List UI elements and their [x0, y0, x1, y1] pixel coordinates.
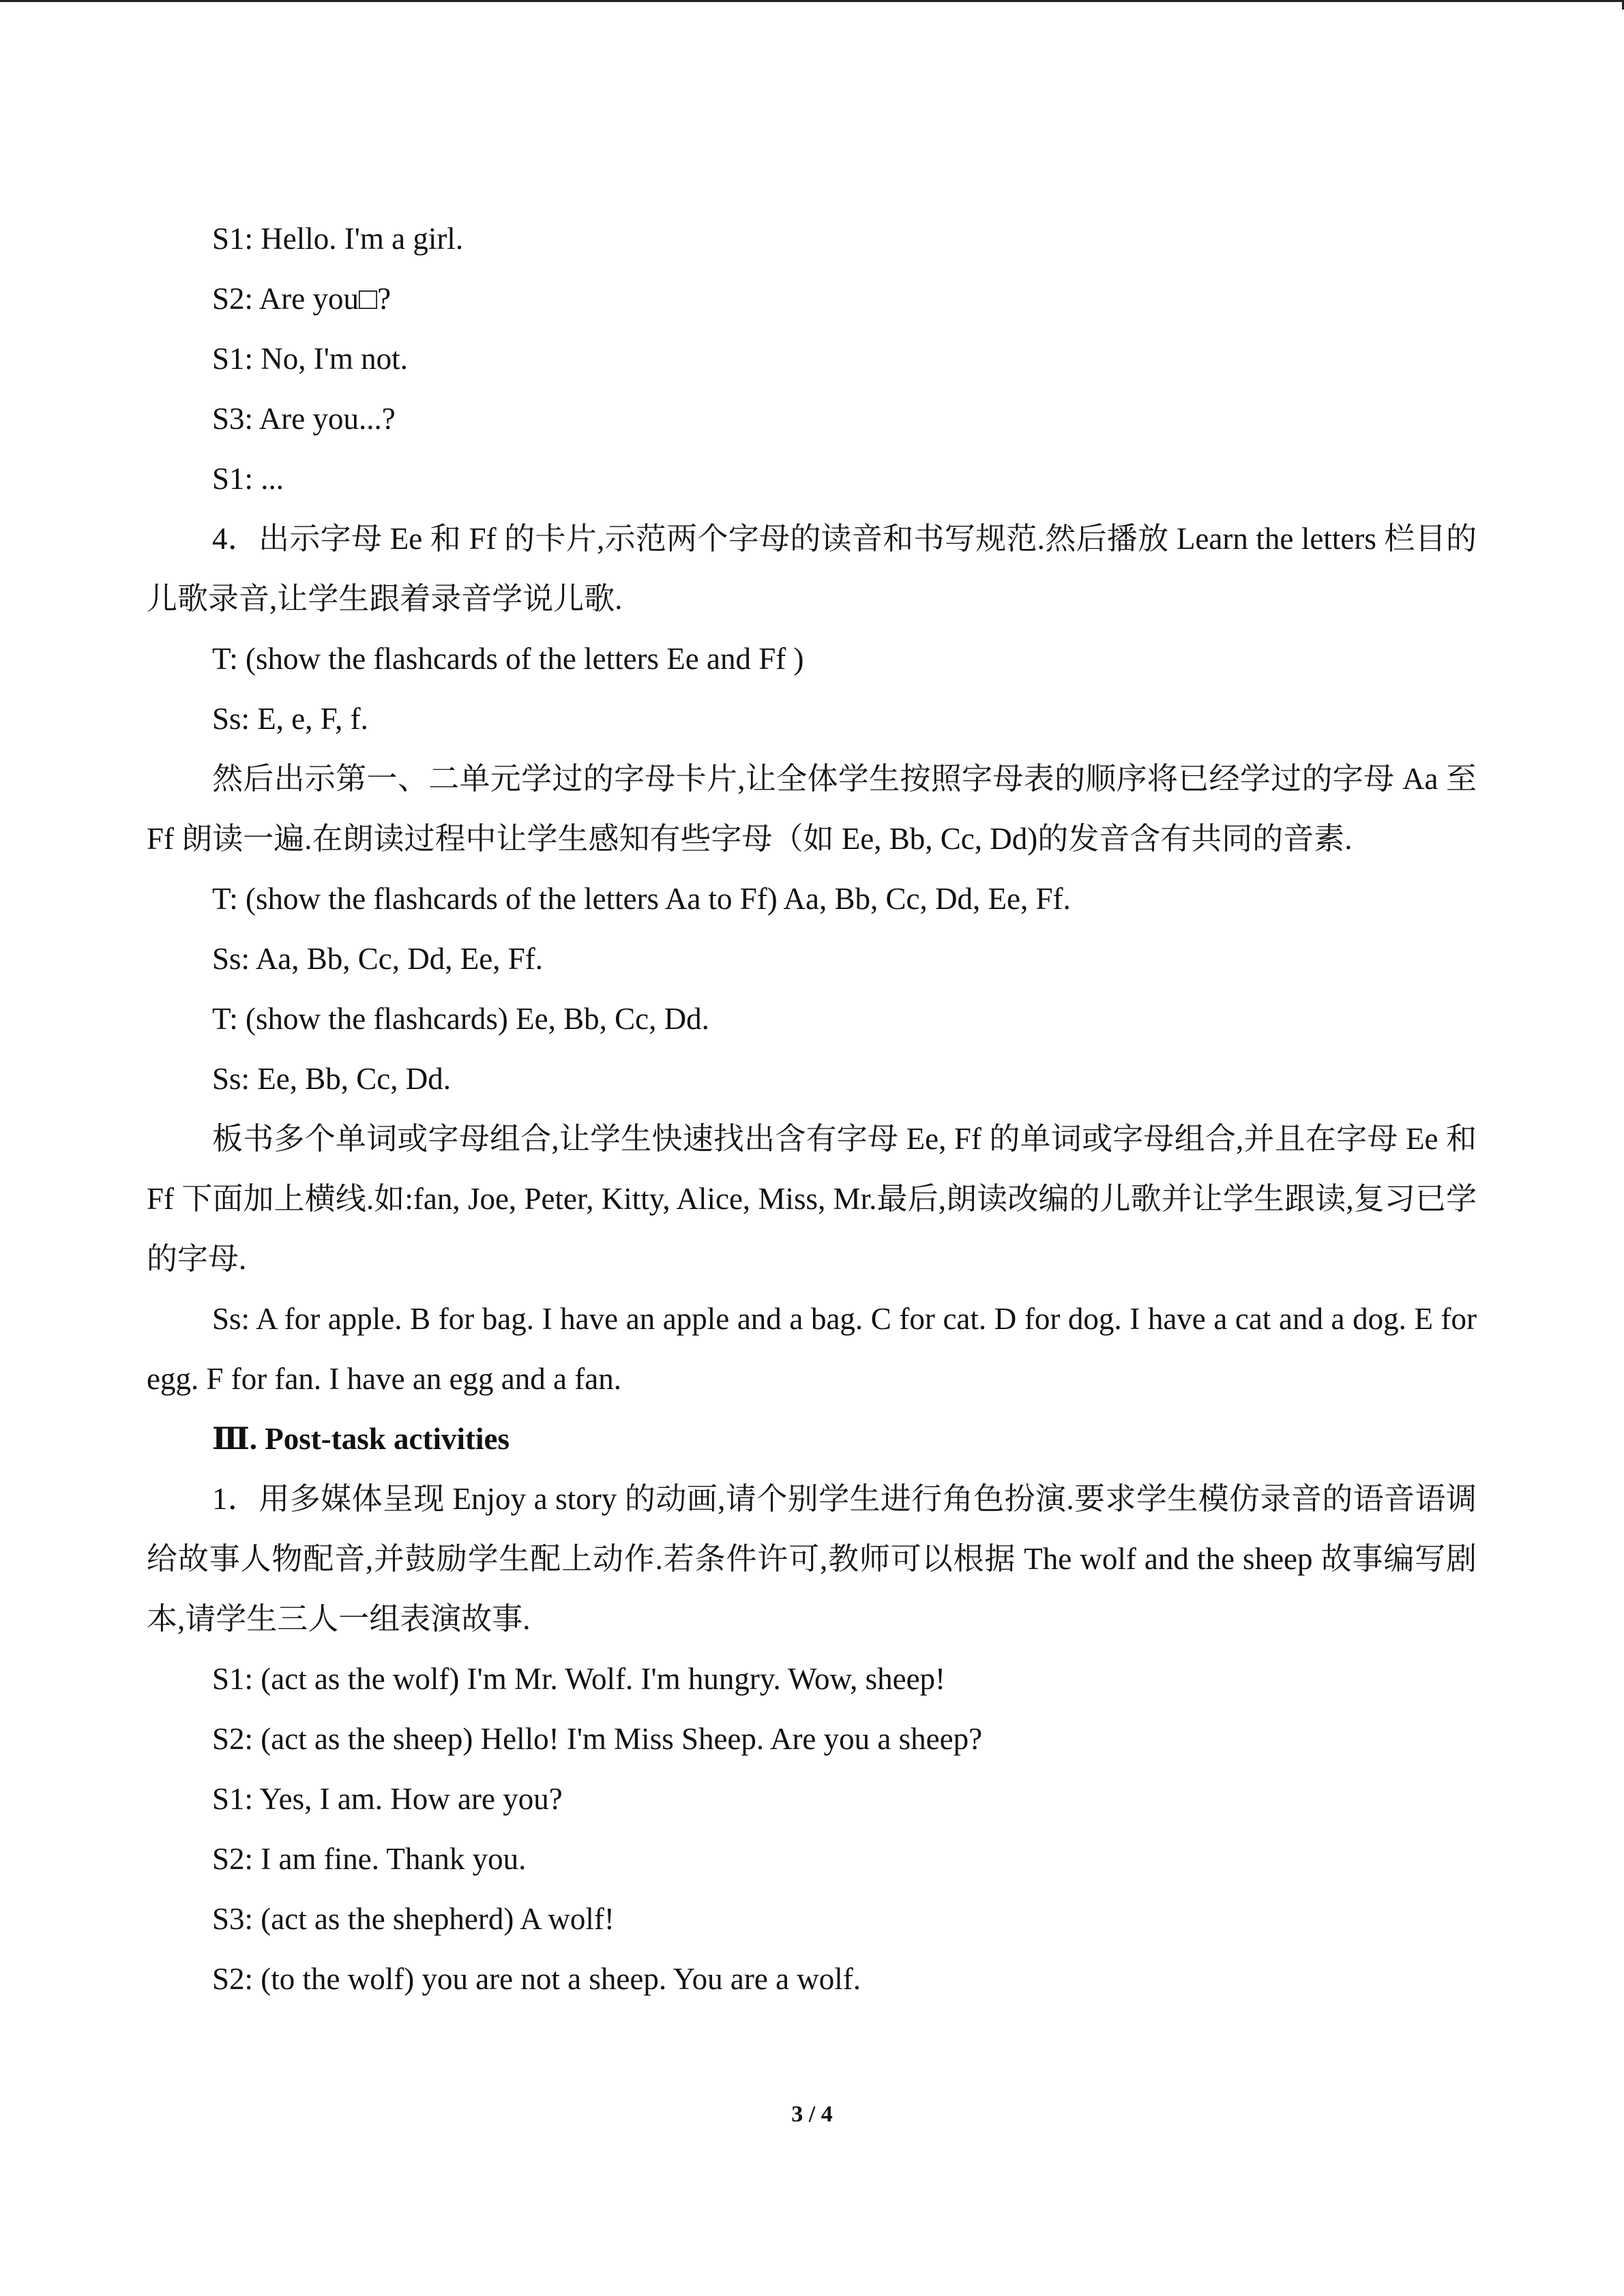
- page-number: 3 / 4: [791, 2102, 833, 2127]
- paragraph-blackboard: 板书多个单词或字母组合,让学生快速找出含有字母 Ee, Ff 的单词或字母组合,并且在字母 Ee 和 Ff 下面加上横线.如:fan, Joe, Peter, Kitty, Alice, Miss, Mr.最后,朗读改编的儿歌并让学生跟读,复习已学的字母.: [147, 1122, 1477, 1276]
- dialogue-line: Ss: E, e, F, f.: [212, 702, 368, 736]
- dialogue-line: S1: Yes, I am. How are you?: [212, 1782, 563, 1816]
- dialogue-line: Ss: Ee, Bb, Cc, Dd.: [212, 1062, 452, 1096]
- dialogue-line: S2: I am fine. Thank you.: [212, 1842, 527, 1876]
- dialogue-line: S1: ...: [212, 462, 284, 496]
- dialogue-line: S2: (to the wolf) you are not a sheep. You are a wolf.: [212, 1962, 861, 1996]
- dialogue-line: Ss: Aa, Bb, Cc, Dd, Ee, Ff.: [212, 942, 544, 976]
- dialogue-line: T: (show the flashcards of the letters Ee and Ff ): [212, 642, 804, 676]
- paragraph-story: 1．用多媒体呈现 Enjoy a story 的动画,请个别学生进行角色扮演.要求学生模仿录音的语音语调给故事人物配音,并鼓励学生配上动作.若条件许可,教师可以根据 The wolf and the sheep 故事编写剧本,请学生三人一组表演故事.: [147, 1482, 1477, 1636]
- dialogue-line: S1: Hello. I'm a girl.: [212, 222, 464, 256]
- dialogue-line: T: (show the flashcards of the letters Aa to Ff) Aa, Bb, Cc, Dd, Ee, Ff.: [212, 882, 1071, 916]
- dialogue-line: S3: (act as the shepherd) A wolf!: [212, 1902, 615, 1936]
- paragraph-review-letters: 然后出示第一、二单元学过的字母卡片,让全体学生按照字母表的顺序将已经学过的字母 Aa 至 Ff 朗读一遍.在朗读过程中让学生感知有些字母（如 Ee, Bb, Cc, Dd)的发音含有共同的音素.: [147, 762, 1477, 856]
- dialogue-line: S3: Are you...?: [212, 402, 396, 436]
- section-heading: Ⅲ. Post-task activities: [212, 1422, 510, 1456]
- paragraph-letters-demo: 4．出示字母 Ee 和 Ff 的卡片,示范两个字母的读音和书写规范.然后播放 Learn the letters 栏目的儿歌录音,让学生跟着录音学说儿歌.: [147, 522, 1477, 616]
- dialogue-line: S1: No, I'm not.: [212, 342, 408, 376]
- document-body: [147, 209, 1477, 2009]
- dialogue-line: T: (show the flashcards) Ee, Bb, Cc, Dd.: [212, 1002, 709, 1036]
- dialogue-line: S1: (act as the wolf) I'm Mr. Wolf. I'm hungry. Wow, sheep!: [212, 1662, 946, 1696]
- paragraph-chant: Ss: A for apple. B for bag. I have an apple and a bag. C for cat. D for dog. I have a cat and a dog. E for egg. F for fan. I have an egg and a fan.: [147, 1302, 1477, 1396]
- top-border-line: [0, 0, 1624, 2]
- dialogue-line: S2: (act as the sheep) Hello! I'm Miss Sheep. Are you a sheep?: [212, 1722, 983, 1756]
- dialogue-line: S2: Are you□?: [212, 282, 392, 316]
